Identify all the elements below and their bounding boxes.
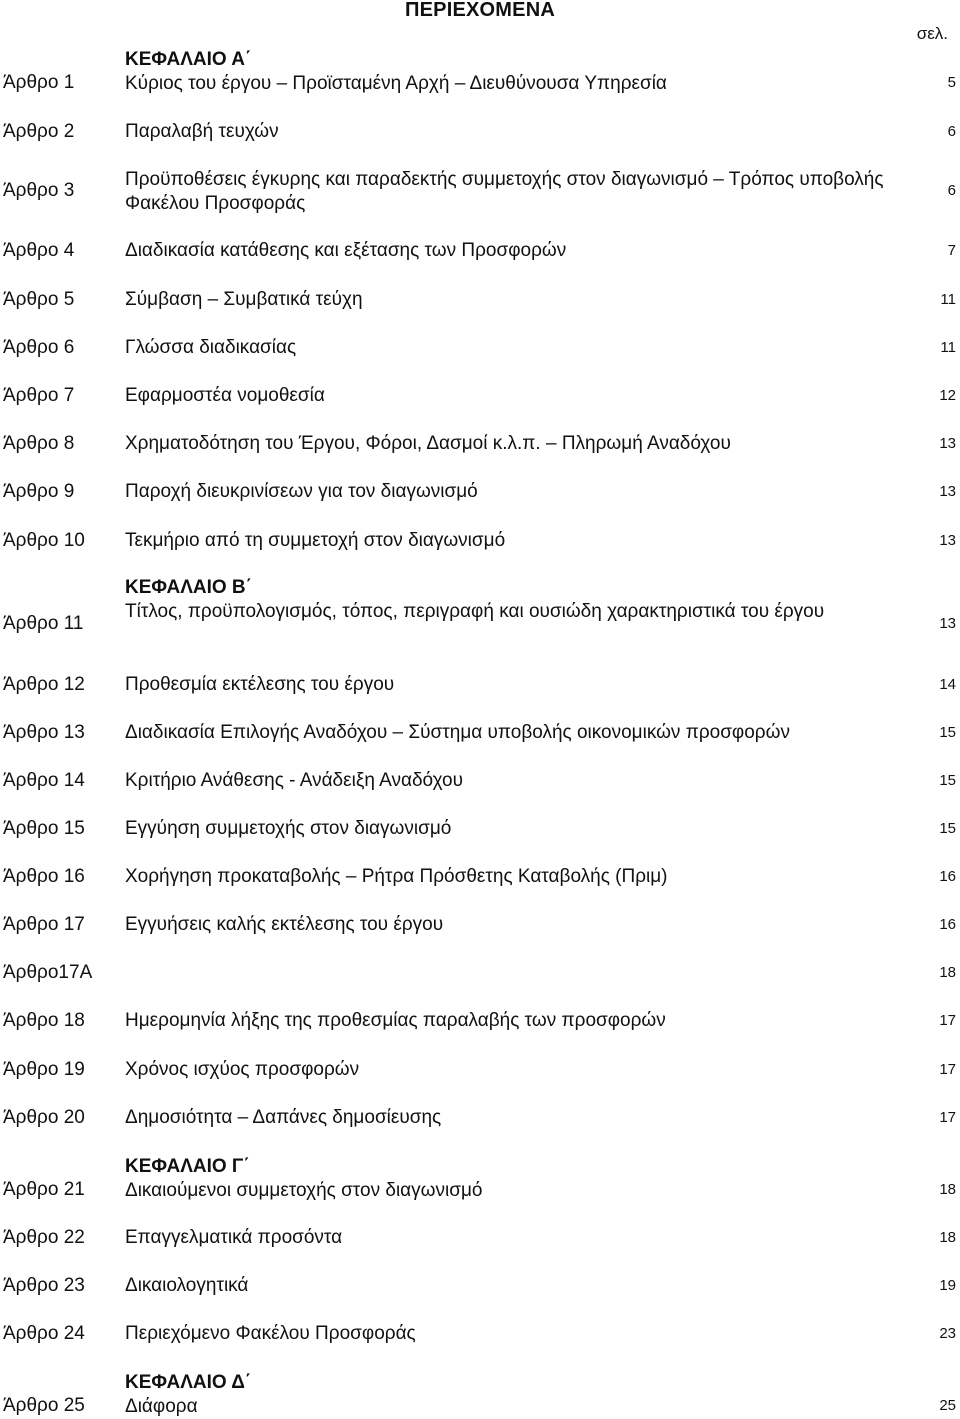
chapter-heading: ΚΕΦΑΛΑΙΟ Δ΄ bbox=[125, 1372, 252, 1393]
toc-article-title: Διαδικασία Επιλογής Αναδόχου – Σύστημα υποβολής οικονομικών προσφορών bbox=[125, 722, 790, 743]
toc-page-number: 13 bbox=[939, 483, 956, 500]
toc-article-number: Άρθρο 19 bbox=[3, 1059, 85, 1080]
toc-page-number: 13 bbox=[939, 615, 956, 632]
toc-text-block bbox=[125, 1226, 885, 1250]
chapter-heading: ΚΕΦΑΛΑΙΟ Β΄ bbox=[125, 577, 252, 598]
toc-page-number: 11 bbox=[940, 291, 956, 308]
toc-page-number: 18 bbox=[939, 964, 956, 981]
toc-article-number: Άρθρο 21 bbox=[3, 1179, 85, 1200]
toc-text-block bbox=[125, 480, 885, 504]
toc-article-number: Άρθρο 15 bbox=[3, 818, 85, 839]
toc-article-title: Τεκμήριο από τη συμμετοχή στον διαγωνισμό bbox=[125, 530, 506, 551]
toc-article-title: Παροχή διευκρινίσεων για τον διαγωνισμό bbox=[125, 481, 478, 502]
toc-page-number: 6 bbox=[947, 182, 956, 199]
toc-text-block bbox=[125, 168, 885, 216]
toc-text-block bbox=[125, 288, 885, 312]
toc-page-number: 25 bbox=[939, 1397, 956, 1414]
toc-text-block bbox=[125, 1322, 885, 1346]
toc-article-title: Τίτλος, προϋπολογισμός, τόπος, περιγραφή και ουσιώδη χαρακτηριστικά του έργου bbox=[125, 601, 825, 622]
toc-page-number: 15 bbox=[939, 724, 956, 741]
toc-article-title: Χορήγηση προκαταβολής – Ρήτρα Πρόσθετης Καταβολής (Πριμ) bbox=[125, 866, 668, 887]
page-column-label: σελ. bbox=[916, 24, 948, 43]
toc-page-number: 18 bbox=[939, 1229, 956, 1246]
toc-article-title: Επαγγελματικά προσόντα bbox=[125, 1227, 343, 1248]
chapter-heading: ΚΕΦΑΛΑΙΟ Γ΄ bbox=[125, 1156, 250, 1177]
toc-article-number: Άρθρο 5 bbox=[3, 289, 75, 310]
toc-text-block bbox=[125, 769, 885, 793]
chapter-heading: ΚΕΦΑΛΑΙΟ Α΄ bbox=[125, 49, 252, 70]
toc-page-number: 15 bbox=[939, 772, 956, 789]
toc-article-title: Χρόνος ισχύος προσφορών bbox=[125, 1059, 360, 1080]
toc-article-number: Άρθρο 25 bbox=[3, 1395, 85, 1416]
toc-article-title: Κύριος του έργου – Προϊσταμένη Αρχή – Διευθύνουσα Υπηρεσία bbox=[125, 73, 667, 94]
toc-article-title: Εφαρμοστέα νομοθεσία bbox=[125, 385, 325, 406]
toc-page-number: 17 bbox=[939, 1061, 956, 1078]
toc-article-title: Γλώσσα διαδικασίας bbox=[125, 337, 297, 358]
toc-page-number: 23 bbox=[939, 1325, 956, 1342]
toc-text-block bbox=[125, 817, 885, 841]
toc-article-title: Χρηματοδότηση του Έργου, Φόροι, Δασμοί κ.λ.π. – Πληρωμή Αναδόχου bbox=[125, 433, 731, 454]
toc-page-number: 17 bbox=[939, 1109, 956, 1126]
toc-article-title: Εγγυήσεις καλής εκτέλεσης του έργου bbox=[125, 914, 444, 935]
toc-article-number: Άρθρο 20 bbox=[3, 1107, 85, 1128]
toc-page-number: 12 bbox=[939, 387, 956, 404]
toc-text-block bbox=[125, 384, 885, 408]
toc-article-number: Άρθρο 23 bbox=[3, 1275, 85, 1296]
toc-text-block bbox=[125, 913, 885, 937]
toc-article-number: Άρθρο 13 bbox=[3, 722, 85, 743]
toc-article-number: Άρθρο17Α bbox=[3, 962, 93, 983]
toc-text-block bbox=[125, 120, 885, 144]
toc-page-number: 6 bbox=[947, 123, 956, 140]
toc-article-number: Άρθρο 2 bbox=[3, 121, 75, 142]
toc-article-title: Δικαιολογητικά bbox=[125, 1275, 249, 1296]
toc-article-number: Άρθρο 4 bbox=[3, 240, 75, 261]
toc-page-number: 7 bbox=[947, 242, 956, 259]
toc-page-number: 18 bbox=[939, 1181, 956, 1198]
toc-article-title: Παραλαβή τευχών bbox=[125, 121, 279, 142]
toc-text-block bbox=[125, 336, 885, 360]
toc-article-title: Σύμβαση – Συμβατικά τεύχη bbox=[125, 289, 363, 310]
toc-article-number: Άρθρο 3 bbox=[3, 180, 75, 201]
toc-text-block bbox=[125, 1058, 885, 1082]
toc-page-number: 19 bbox=[939, 1277, 956, 1294]
toc-page-number: 11 bbox=[940, 339, 956, 356]
toc-article-number: Άρθρο 9 bbox=[3, 481, 75, 502]
toc-text-block bbox=[125, 432, 885, 456]
toc-text-block bbox=[125, 529, 885, 553]
toc-article-title: Διαδικασία κατάθεσης και εξέτασης των Προσφορών bbox=[125, 240, 567, 261]
toc-article-title: Προθεσμία εκτέλεσης του έργου bbox=[125, 674, 395, 695]
toc-page-number: 17 bbox=[939, 1012, 956, 1029]
toc-text-block bbox=[125, 1106, 885, 1130]
toc-article-number: Άρθρο 12 bbox=[3, 674, 85, 695]
toc-page-number: 16 bbox=[939, 916, 956, 933]
toc-article-number: Άρθρο 18 bbox=[3, 1010, 85, 1031]
toc-article-number: Άρθρο 10 bbox=[3, 530, 85, 551]
toc-page-number: 14 bbox=[939, 676, 956, 693]
toc-article-number: Άρθρο 6 bbox=[3, 337, 75, 358]
toc-article-number: Άρθρο 16 bbox=[3, 866, 85, 887]
toc-text-block bbox=[125, 1009, 885, 1033]
page-title: ΠΕΡΙΕΧΟΜΕΝΑ bbox=[404, 0, 555, 21]
toc-article-number: Άρθρο 8 bbox=[3, 433, 75, 454]
toc-article-title: Κριτήριο Ανάθεσης - Ανάδειξη Αναδόχου bbox=[125, 770, 463, 791]
toc-article-number: Άρθρο 14 bbox=[3, 770, 85, 791]
toc-page-number: 16 bbox=[939, 868, 956, 885]
toc-page-number: 15 bbox=[939, 820, 956, 837]
toc-text-block bbox=[125, 48, 885, 96]
toc-article-title: Διάφορα bbox=[125, 1396, 198, 1417]
toc-article-title: Ημερομηνία λήξης της προθεσμίας παραλαβής των προσφορών bbox=[125, 1010, 666, 1031]
toc-article-number: Άρθρο 1 bbox=[3, 72, 75, 93]
toc-article-number: Άρθρο 22 bbox=[3, 1227, 85, 1248]
toc-page-number: 13 bbox=[939, 435, 956, 452]
toc-article-title: Εγγύηση συμμετοχής στον διαγωνισμό bbox=[125, 818, 452, 839]
toc-page-number: 13 bbox=[939, 532, 956, 549]
toc-text-block bbox=[125, 1155, 885, 1203]
toc-article-title: Περιεχόμενο Φακέλου Προσφοράς bbox=[125, 1323, 416, 1344]
toc-text-block bbox=[125, 673, 885, 697]
toc-text-block bbox=[125, 1274, 885, 1298]
toc-text-block bbox=[125, 1371, 885, 1419]
toc-page-number: 5 bbox=[947, 74, 956, 91]
toc-article-number: Άρθρο 11 bbox=[3, 613, 84, 634]
toc-article-title: Δημοσιότητα – Δαπάνες δημοσίευσης bbox=[125, 1107, 442, 1128]
toc-article-title: Προϋποθέσεις έγκυρης και παραδεκτής συμμετοχής στον διαγωνισμό – Τρόπος υποβολής Φακέλου Προσφοράς bbox=[125, 169, 884, 214]
toc-article-number: Άρθρο 7 bbox=[3, 385, 75, 406]
toc-article-number: Άρθρο 17 bbox=[3, 914, 85, 935]
toc-article-title: Δικαιούμενοι συμμετοχής στον διαγωνισμό bbox=[125, 1180, 483, 1201]
toc-text-block bbox=[125, 721, 885, 745]
toc-text-block bbox=[125, 239, 885, 263]
toc-article-number: Άρθρο 24 bbox=[3, 1323, 85, 1344]
toc-text-block bbox=[125, 865, 885, 889]
toc-text-block bbox=[125, 576, 885, 624]
